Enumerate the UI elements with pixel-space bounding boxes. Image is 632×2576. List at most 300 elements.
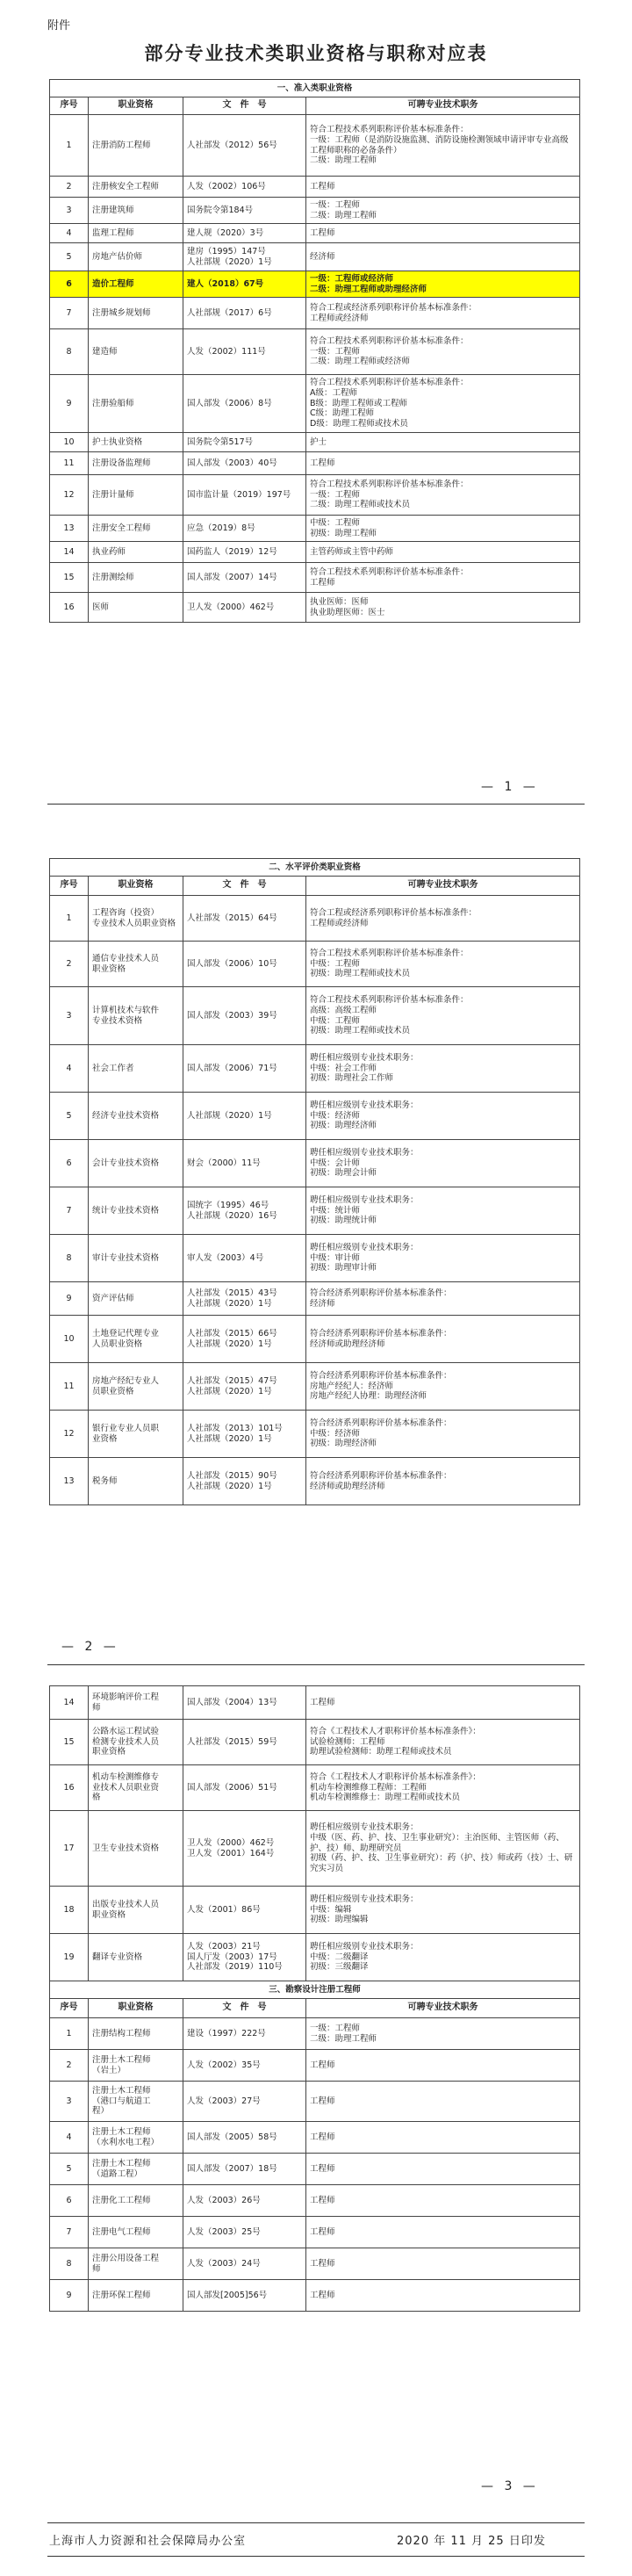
title-cell (306, 542, 580, 563)
cell-line: 注册消防工程师 (92, 140, 151, 150)
table-row (50, 433, 580, 452)
cell-line: 师 (92, 1702, 101, 1713)
row-number: 6 (50, 271, 89, 298)
cell-line: 工程师 (310, 2258, 335, 2269)
cell-line: 一级：工程师（是消防设施监测、消防设施检测领域申请评审专业高级工程师职称的必备条件） (310, 134, 569, 155)
cell-line: 中级（医、药、护、技、卫生事业研究）：主治医师、主管医师（药、护、技）师、助理研究员 (310, 1832, 564, 1853)
title-cell (306, 1235, 580, 1282)
cell-line: 房地产经纪专业人 (92, 1375, 160, 1386)
section-header-row (50, 859, 580, 877)
cell-line: 国人部发（2006）71号 (187, 1063, 277, 1073)
cell-line: 应急（2019）8号 (187, 523, 255, 533)
qualification-cell (89, 224, 183, 243)
cell-line: 经济师 (310, 1298, 335, 1309)
title-cell (306, 1765, 580, 1811)
qualification-cell (89, 1765, 183, 1811)
qualification-cell (89, 1934, 183, 1981)
title-cell (306, 2248, 580, 2280)
cell-line: A级：工程师 (310, 387, 357, 398)
table-row (50, 2082, 580, 2122)
cell-line: 人社部规（2020）1号 (187, 1433, 272, 1444)
cell-line: 通信专业技术人员 (92, 953, 160, 963)
cell-line: 卫人发（2001）164号 (187, 1848, 275, 1858)
cell-line: 符合经济系列职称评价基本标准条件： (310, 1328, 452, 1339)
cell-line: 人社部规（2017）6号 (187, 307, 272, 318)
cell-line: 人发（2003）21号 (187, 1941, 261, 1952)
cell-line: 注册土木工程师 (92, 2054, 151, 2065)
page-divider (47, 804, 585, 805)
cell-line: 人社部发（2015）59号 (187, 1736, 277, 1747)
qualification-cell (89, 1282, 183, 1316)
cell-line: 注册土木工程师 (92, 2126, 151, 2137)
document-number-cell (183, 1187, 306, 1235)
cell-line: 符合经济系列职称评价基本标准条件： (310, 1470, 452, 1481)
cell-line: 国人部发（2003）39号 (187, 1010, 277, 1021)
cell-line: 注册土木工程师 (92, 2158, 151, 2168)
cell-line: 聘任相应级别专业技术职务： (310, 1052, 419, 1063)
document-number-cell (183, 1363, 306, 1411)
title-cell (306, 1720, 580, 1765)
document-number-cell (183, 1686, 306, 1720)
title-cell (306, 271, 580, 298)
cell-line: 工程师 (310, 227, 335, 238)
table-row (50, 987, 580, 1045)
cell-line: 初级：助理审计师 (310, 1263, 377, 1274)
qualification-cell (89, 1093, 183, 1140)
qualification-cell (89, 2280, 183, 2312)
document-number-cell (183, 1458, 306, 1505)
document-number-cell (183, 375, 306, 433)
row-number: 8 (50, 1235, 89, 1282)
title-cell (306, 2122, 580, 2154)
row-number: 11 (50, 1363, 89, 1411)
row-number: 9 (50, 375, 89, 433)
cell-line: 注册测绘师 (92, 572, 134, 582)
footer-rule-bottom (47, 2556, 585, 2557)
cell-line: 业技术人员职业资 (92, 1782, 160, 1793)
title-cell (306, 177, 580, 198)
cell-line: 人发（2001）86号 (187, 1904, 261, 1915)
row-number: 12 (50, 1411, 89, 1458)
cell-line: 经济师 (310, 251, 335, 262)
cell-line: 一级：工程师或经济师 (310, 273, 394, 284)
row-number: 13 (50, 1458, 89, 1505)
section-title: 三、勘察设计注册工程师 (50, 1981, 580, 1999)
table-row (50, 1363, 580, 1411)
cell-line: 业资格 (92, 1433, 118, 1444)
qualification-cell (89, 1720, 183, 1765)
cell-line: 人社部发（2015）90号 (187, 1470, 277, 1481)
cell-line: 工程师 (310, 2163, 335, 2174)
cell-line: 房地产经纪人协理：助理经济师 (310, 1391, 427, 1402)
table-row (50, 1458, 580, 1505)
cell-line: 工程咨询（投资） (92, 907, 160, 918)
document-number-cell (183, 2185, 306, 2217)
table-row (50, 1235, 580, 1282)
title-cell (306, 1363, 580, 1411)
cell-line: 中级：编辑 (310, 1904, 352, 1915)
qualification-cell (89, 1887, 183, 1934)
cell-line: 二级：助理工程师或助理经济师 (310, 284, 427, 294)
cell-line: 专业技术人员职业资格 (92, 918, 176, 928)
cell-line: 国人厅发（2003）17号 (187, 1952, 277, 1962)
footer-issuer: 上海市人力资源和社会保障局办公室 (49, 2535, 247, 2548)
table-row (50, 896, 580, 942)
qualification-cell (89, 1187, 183, 1235)
cell-line: 执业医师：医师 (310, 596, 369, 607)
document-number-cell (183, 1316, 306, 1363)
cell-line: 人发（2003）27号 (187, 2096, 261, 2106)
title-cell (306, 452, 580, 475)
document-number-cell (183, 2280, 306, 2312)
table-row (50, 2154, 580, 2185)
cell-line: 师 (92, 2263, 101, 2274)
table-row (50, 271, 580, 298)
cell-line: 造价工程师 (92, 278, 134, 289)
attachment-label: 附件 (47, 19, 71, 32)
table-row (50, 243, 580, 271)
cell-line: （水利水电工程） (92, 2137, 160, 2147)
row-number: 15 (50, 1720, 89, 1765)
cell-line: 中级：经济师 (310, 1110, 361, 1121)
cell-line: 机动车检测维修士：助理工程师或技术员 (310, 1793, 461, 1803)
document-number-cell (183, 516, 306, 542)
column-header-title: 可聘专业技术职务 (306, 97, 580, 115)
cell-line: 中级：统计师 (310, 1205, 361, 1216)
cell-line: 职业资格 (92, 1747, 126, 1757)
cell-line: 主管药师或主管中药师 (310, 546, 394, 557)
cell-line: 出版专业技术人员 (92, 1899, 160, 1909)
table-row (50, 1316, 580, 1363)
document-number-cell (183, 1093, 306, 1140)
title-cell (306, 1458, 580, 1505)
document-number-cell (183, 2248, 306, 2280)
cell-line: 国务院令第184号 (187, 205, 254, 215)
table-row (50, 2217, 580, 2248)
document-number-cell (183, 593, 306, 623)
table-row (50, 2248, 580, 2280)
title-cell (306, 329, 580, 375)
cell-line: 格 (92, 1793, 101, 1803)
title-cell (306, 2154, 580, 2185)
row-number: 10 (50, 1316, 89, 1363)
cell-line: 人社部发（2015）47号 (187, 1375, 277, 1386)
document-number-cell (183, 271, 306, 298)
cell-line: 人社部规（2020）1号 (187, 1110, 272, 1121)
qualification-cell (89, 2082, 183, 2122)
cell-line: 聘任相应级别专业技术职务： (310, 1194, 419, 1205)
document-number-cell (183, 452, 306, 475)
qualification-cell (89, 1686, 183, 1720)
row-number: 2 (50, 177, 89, 198)
table-row (50, 1187, 580, 1235)
column-header-qual: 职业资格 (89, 877, 183, 896)
qualification-cell (89, 1363, 183, 1411)
row-number: 1 (50, 896, 89, 942)
cell-line: 符合工程技术系列职称评价基本标准条件： (310, 336, 469, 346)
column-header-row (50, 97, 580, 115)
table-row (50, 1887, 580, 1934)
column-header-no: 序号 (50, 877, 89, 896)
column-header-qual: 职业资格 (89, 97, 183, 115)
row-number: 2 (50, 942, 89, 987)
cell-line: 人发（2002）106号 (187, 181, 266, 191)
cell-line: 注册土木工程师 (92, 2085, 151, 2096)
row-number: 19 (50, 1934, 89, 1981)
table-row (50, 475, 580, 516)
document-title: 部分专业技术类职业资格与职称对应表 (144, 43, 488, 64)
cell-line: 社会工作者 (92, 1063, 134, 1073)
title-cell (306, 1140, 580, 1187)
title-cell (306, 987, 580, 1045)
cell-line: 经济师或助理经济师 (310, 1481, 385, 1491)
cell-line: 聘任相应级别专业技术职务： (310, 1822, 419, 1832)
cell-line: 注册核安全工程师 (92, 181, 160, 191)
cell-line: 符合《工程技术人才职称评价基本标准条件》： (310, 1771, 481, 1782)
cell-line: 工程师 (310, 577, 335, 588)
document-number-cell (183, 177, 306, 198)
cell-line: 公路水运工程试验 (92, 1726, 160, 1736)
cell-line: 中级：社会工作师 (310, 1063, 377, 1073)
document-number-cell (183, 433, 306, 452)
row-number: 15 (50, 563, 89, 593)
cell-line: 符合工程技术系列职称评价基本标准条件： (310, 566, 469, 577)
row-number: 1 (50, 2018, 89, 2050)
table-row (50, 542, 580, 563)
qualification-cell (89, 1411, 183, 1458)
title-cell (306, 2018, 580, 2050)
cell-line: 国人部发（2007）14号 (187, 572, 277, 582)
cell-line: 初级：助理工程师或技术员 (310, 1026, 411, 1036)
cell-line: 初级：助理经济师 (310, 1439, 377, 1449)
qualification-cell (89, 329, 183, 375)
table-row (50, 375, 580, 433)
table-row (50, 1934, 580, 1981)
cell-line: 国市监计量（2019）197号 (187, 489, 291, 500)
document-number-cell (183, 2154, 306, 2185)
title-cell (306, 475, 580, 516)
title-cell (306, 224, 580, 243)
cell-line: 工程师 (310, 2290, 335, 2300)
qualification-cell (89, 2050, 183, 2082)
qualification-cell (89, 542, 183, 563)
cell-line: 注册化工工程师 (92, 2195, 151, 2205)
cell-line: 国人部发（2004）13号 (187, 1697, 277, 1707)
cell-line: 人社部发（2013）101号 (187, 1423, 283, 1433)
cell-line: 专业技术资格 (92, 1015, 143, 1026)
cell-line: 人社部发（2012）56号 (187, 140, 277, 150)
table-row (50, 942, 580, 987)
column-header-no: 序号 (50, 97, 89, 115)
cell-line: 税务师 (92, 1476, 118, 1486)
cell-line: 国务院令第517号 (187, 437, 254, 447)
section-title: 一、准入类职业资格 (50, 80, 580, 97)
cell-line: 人社部规（2020）1号 (187, 256, 272, 267)
title-cell (306, 563, 580, 593)
document-number-cell (183, 1411, 306, 1458)
qualification-cell (89, 452, 183, 475)
cell-line: C级：助理工程师 (310, 408, 375, 419)
title-cell (306, 1887, 580, 1934)
title-cell (306, 942, 580, 987)
document-number-cell (183, 1811, 306, 1887)
cell-line: 财会（2000）11号 (187, 1158, 261, 1168)
page-number-2: — 2 — (61, 1640, 119, 1654)
cell-line: 房地产估价师 (92, 251, 143, 262)
cell-line: 土地登记代理专业 (92, 1328, 160, 1339)
section-header-row (50, 80, 580, 97)
document-number-cell (183, 1720, 306, 1765)
document-number-cell (183, 1045, 306, 1093)
cell-line: 卫人发（2000）462号 (187, 1837, 275, 1848)
table-row (50, 298, 580, 329)
cell-line: 注册环保工程师 (92, 2290, 151, 2300)
cell-line: 符合工程技术系列职称评价基本标准条件： (310, 479, 469, 489)
cell-line: 聘任相应级别专业技术职务： (310, 1100, 419, 1110)
section-header-row (50, 1981, 580, 1999)
page-divider (47, 1664, 585, 1665)
document-number-cell (183, 987, 306, 1045)
row-number: 12 (50, 475, 89, 516)
table-page-1 (49, 79, 580, 623)
cell-line: 建人（2018）67号 (187, 278, 264, 289)
table-row (50, 1140, 580, 1187)
document-number-cell (183, 115, 306, 177)
title-cell (306, 433, 580, 452)
cell-line: 监理工程师 (92, 227, 134, 238)
qualification-cell (89, 563, 183, 593)
table-page-3 (49, 1685, 580, 2312)
title-cell (306, 2050, 580, 2082)
row-number: 9 (50, 1282, 89, 1316)
cell-line: 中级：二级翻译 (310, 1952, 369, 1962)
footer-date: 2020 年 11 月 25 日印发 (397, 2535, 546, 2548)
cell-line: 工程师 (310, 181, 335, 191)
title-cell (306, 516, 580, 542)
cell-line: 人社部规（2020）1号 (187, 1298, 272, 1309)
cell-line: 建造师 (92, 346, 118, 357)
row-number: 3 (50, 987, 89, 1045)
table-row (50, 329, 580, 375)
document-number-cell (183, 542, 306, 563)
table-row (50, 563, 580, 593)
table-row (50, 452, 580, 475)
cell-line: 工程师 (310, 2195, 335, 2205)
cell-line: 注册城乡规划师 (92, 307, 151, 318)
table-row (50, 2018, 580, 2050)
cell-line: 中级：经济师 (310, 1428, 361, 1439)
cell-line: 中级：工程师 (310, 958, 361, 969)
title-cell (306, 243, 580, 271)
cell-line: 统计专业技术资格 (92, 1205, 160, 1216)
title-cell (306, 375, 580, 433)
row-number: 7 (50, 298, 89, 329)
title-cell (306, 896, 580, 942)
cell-line: 机动车检测维修工程师：工程师 (310, 1782, 427, 1793)
row-number: 8 (50, 2248, 89, 2280)
cell-line: 聘任相应级别专业技术职务： (310, 1894, 419, 1904)
table-row (50, 2185, 580, 2217)
cell-line: 国人部发（2003）40号 (187, 458, 277, 468)
title-cell (306, 1187, 580, 1235)
cell-line: 一级：工程师 (310, 489, 361, 500)
cell-line: D级：助理工程师或技术员 (310, 419, 408, 429)
qualification-cell (89, 115, 183, 177)
cell-line: 初级：助理工程师或技术员 (310, 969, 411, 979)
document-number-cell (183, 1140, 306, 1187)
cell-line: 国人部发（2006）51号 (187, 1782, 277, 1793)
cell-line: 注册计量师 (92, 489, 134, 500)
qualification-cell (89, 298, 183, 329)
cell-line: 一级：工程师 (310, 2023, 361, 2033)
column-header-no: 序号 (50, 1999, 89, 2018)
cell-line: 工程师或经济师 (310, 313, 369, 323)
document-number-cell (183, 896, 306, 942)
cell-line: 二级：助理工程师或经济师 (310, 357, 411, 367)
cell-line: 国药监人（2019）12号 (187, 546, 277, 557)
cell-line: 职业资格 (92, 963, 126, 974)
cell-line: 人发（2003）26号 (187, 2195, 261, 2205)
table-row (50, 593, 580, 623)
cell-line: 初级：三级翻译 (310, 1962, 369, 1973)
cell-line: 注册建筑师 (92, 205, 134, 215)
cell-line: 符合经济系列职称评价基本标准条件： (310, 1370, 452, 1381)
document-number-cell (183, 329, 306, 375)
cell-line: 会计专业技术资格 (92, 1158, 160, 1168)
qualification-cell (89, 593, 183, 623)
cell-line: 执业助理医师：医士 (310, 607, 385, 617)
cell-line: 人社部发（2015）66号 (187, 1328, 277, 1339)
row-number: 2 (50, 2050, 89, 2082)
row-number: 3 (50, 2082, 89, 2122)
cell-line: 银行业专业人员职 (92, 1423, 160, 1433)
cell-line: 国人部发（2006）10号 (187, 958, 277, 969)
cell-line: 初级（药、护、技、卫生事业研究）：药（护、技）师或药（技）士、研究实习员 (310, 1853, 573, 1874)
cell-line: 二级：助理工程师或技术员 (310, 500, 411, 510)
cell-line: 人社部发（2015）43号 (187, 1288, 277, 1298)
qualification-cell (89, 2185, 183, 2217)
cell-line: B级：助理工程师或工程师 (310, 398, 408, 408)
table-row (50, 1411, 580, 1458)
table-row (50, 1045, 580, 1093)
cell-line: 工程师 (310, 2226, 335, 2237)
column-header-qual: 职业资格 (89, 1999, 183, 2018)
row-number: 16 (50, 593, 89, 623)
cell-line: 初级：助理工程师 (310, 528, 377, 538)
cell-line: 工程师 (310, 458, 335, 468)
cell-line: 人社部规（2020）1号 (187, 1386, 272, 1396)
cell-line: 经济专业技术资格 (92, 1110, 160, 1121)
cell-line: 注册设备监理师 (92, 458, 151, 468)
qualification-cell (89, 2122, 183, 2154)
cell-line: 环境影响评价工程 (92, 1692, 160, 1702)
table-row (50, 1811, 580, 1887)
cell-line: 卫人发（2000）462号 (187, 602, 275, 612)
table-row (50, 115, 580, 177)
table-row (50, 177, 580, 198)
title-cell (306, 1316, 580, 1363)
cell-line: 人社部发（2015）64号 (187, 913, 277, 923)
row-number: 5 (50, 243, 89, 271)
page-number-1: — 1 — (481, 780, 539, 794)
cell-line: 工程师 (310, 1697, 335, 1707)
cell-line: 国人部发（2006）8号 (187, 398, 272, 408)
document-number-cell (183, 198, 306, 224)
cell-line: 人社部发（2019）110号 (187, 1962, 283, 1973)
cell-line: 中级：工程师 (310, 1015, 361, 1026)
cell-line: 符合经济系列职称评价基本标准条件： (310, 1418, 452, 1428)
table-row (50, 2050, 580, 2082)
